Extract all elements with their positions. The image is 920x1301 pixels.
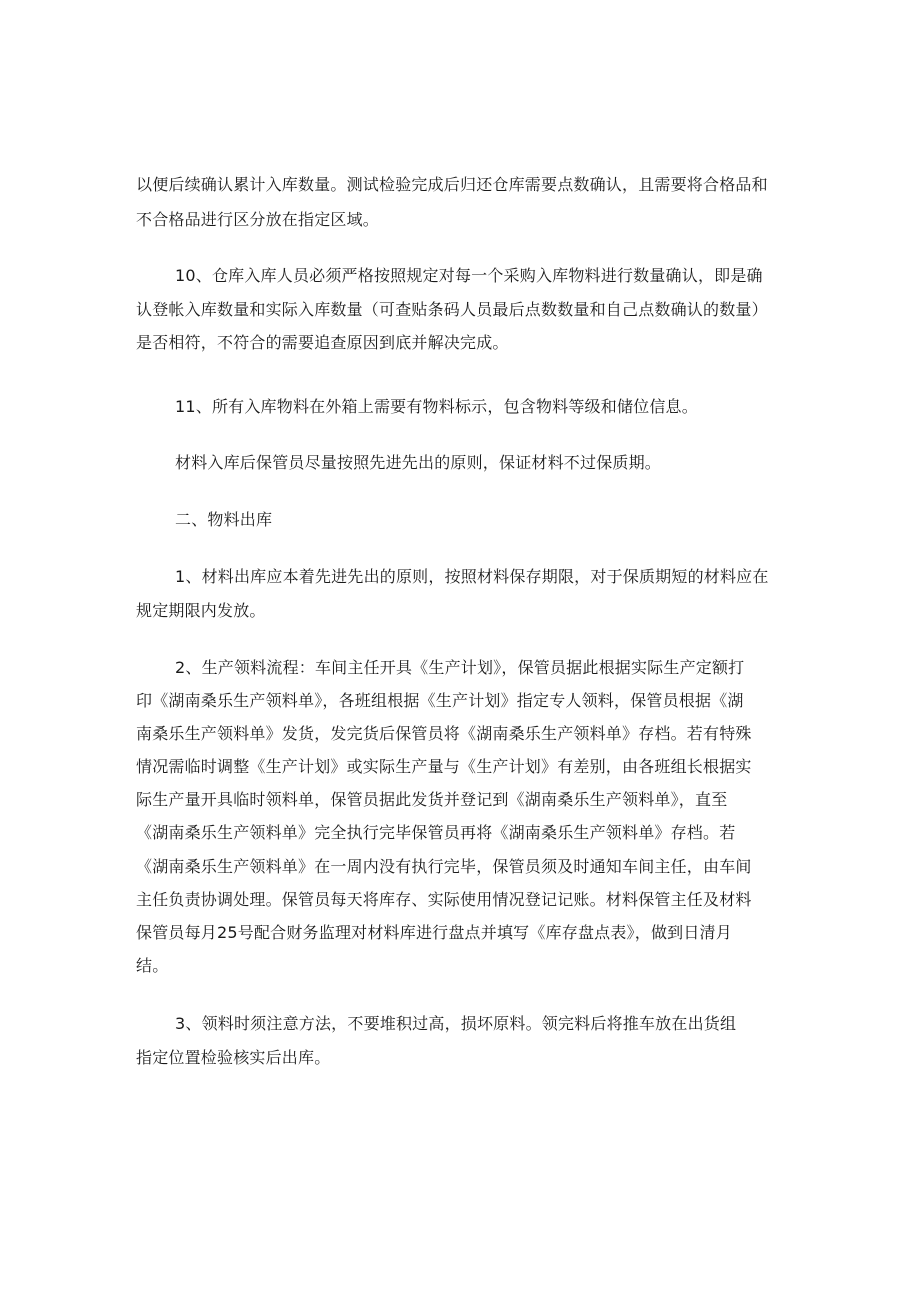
paragraph-s2-line-4: 情况需临时调整《生产计划》或实际生产量与《生产计划》有差别，由各班组长根据实: [136, 757, 752, 776]
paragraph-intro-line-2: 不合格品进行区分放在指定区域。: [136, 210, 380, 229]
paragraph-11-line-1: 11、所有入库物料在外箱上需要有物料标示，包含物料等级和储位信息。: [175, 397, 698, 416]
paragraph-s2-line-7: 《湖南桑乐生产领料单》在一周内没有执行完毕，保管员须及时通知车间主任，由车间: [136, 857, 752, 876]
paragraph-s3-line-1: 3、领料时须注意方法，不要堆积过高，损坏原料。领完料后将推车放在出货组: [175, 1014, 737, 1033]
paragraph-s2-line-8: 主任负责协调处理。保管员每天将库存、实际使用情况登记记账。材料保管主任及材料: [136, 890, 752, 909]
paragraph-s2-line-5: 际生产量开具临时领料单，保管员据此发货并登记到《湖南桑乐生产领料单》，直至: [136, 790, 728, 809]
paragraph-s1-line-2: 规定期限内发放。: [136, 601, 266, 620]
paragraph-intro-line-1: 以便后续确认累计入库数量。测试检验完成后归还仓库需要点数确认，且需要将合格品和: [136, 175, 768, 194]
paragraph-10-line-3: 是否相符，不符合的需要追查原因到底并解决完成。: [136, 333, 509, 352]
paragraph-s2-line-6: 《湖南桑乐生产领料单》完全执行完毕保管员再将《湖南桑乐生产领料单》存档。若: [136, 823, 736, 842]
paragraph-s1-line-1: 1、材料出库应本着先进先出的原则，按照材料保存期限，对于保质期短的材料应在: [175, 567, 769, 586]
paragraph-s3-line-2: 指定位置检验核实后出库。: [136, 1048, 331, 1067]
paragraph-s2-line-9: 保管员每月25号配合财务监理对材料库进行盘点并填写《库存盘点表》，做到日清月: [136, 923, 732, 942]
paragraph-10-line-2: 认登帐入库数量和实际入库数量（可查贴条码人员最后点数数量和自己点数确认的数量）: [136, 300, 768, 319]
paragraph-10-line-1: 10、仓库入库人员必须严格按照规定对每一个采购入库物料进行数量确认，即是确: [175, 266, 763, 285]
paragraph-s2-line-10: 结。: [136, 956, 169, 975]
paragraph-s2-line-1: 2、生产领料流程：车间主任开具《生产计划》，保管员据此根据实际生产定额打: [175, 658, 745, 677]
paragraph-s2-line-2: 印《湖南桑乐生产领料单》，各班组根据《生产计划》指定专人领料，保管员根据《湖: [136, 691, 744, 710]
paragraph-s2-line-3: 南桑乐生产领料单》发货，发完货后保管员将《湖南桑乐生产领料单》存档。若有特殊: [136, 724, 752, 743]
section-heading: 二、物料出库: [175, 510, 273, 529]
paragraph-storage-line-1: 材料入库后保管员尽量按照先进先出的原则，保证材料不过保质期。: [175, 453, 662, 472]
